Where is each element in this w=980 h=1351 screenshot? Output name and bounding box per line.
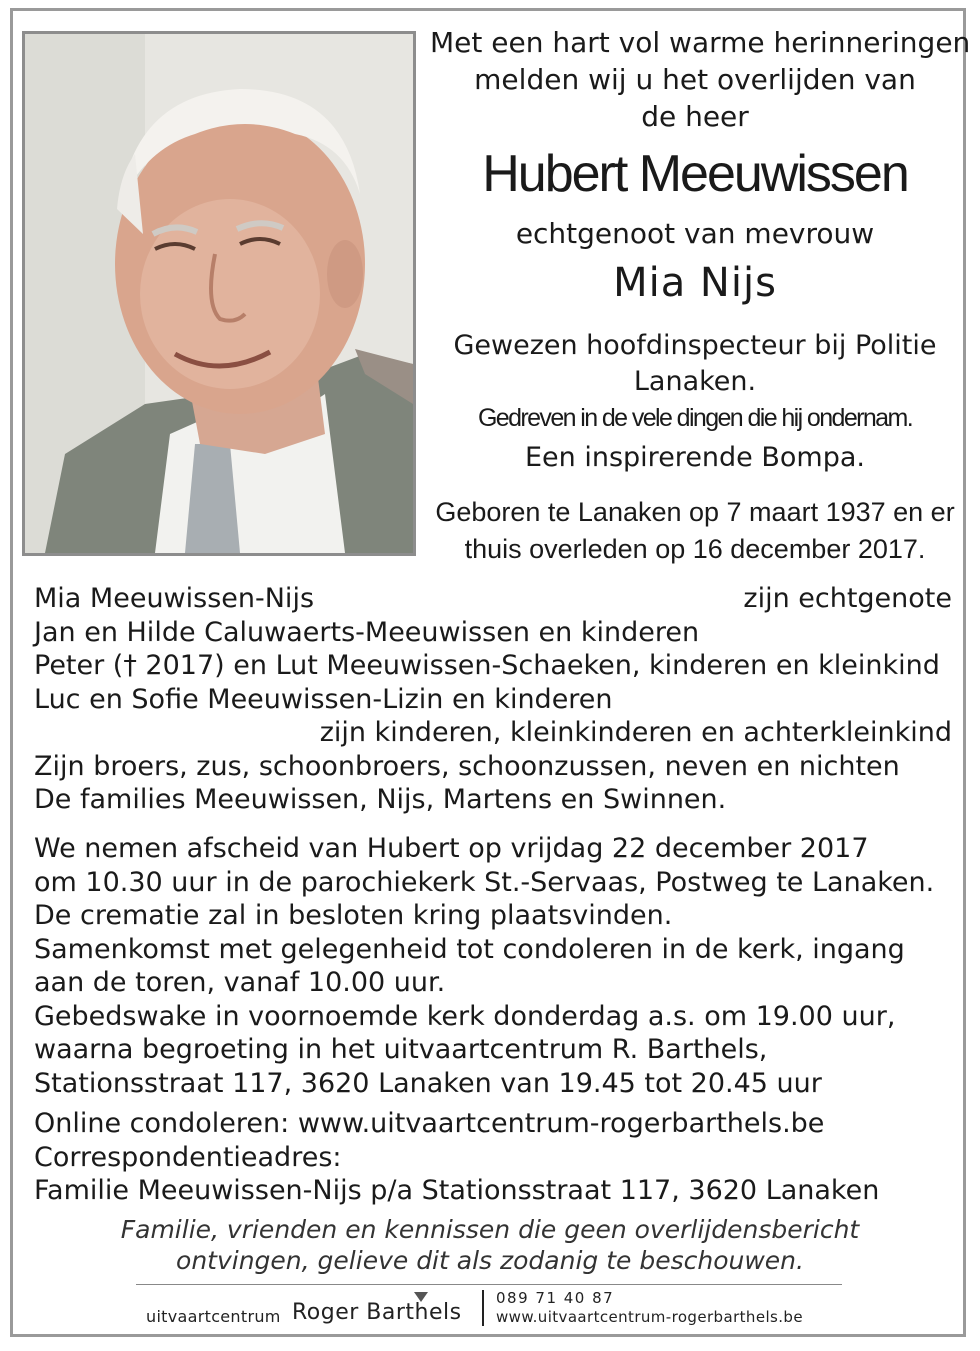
portrait-illustration: [25, 34, 413, 553]
family-row-spouse: [34, 582, 952, 616]
family-spouse-name: Mia Meeuwissen-Nijs: [34, 583, 315, 614]
footer-brand: Roger Barthels: [292, 1300, 462, 1325]
correspondence-address: Familie Meeuwissen-Nijs p/a Stationsstraat 117, 3620 Lanaken: [34, 1175, 880, 1206]
role-line-3: Een inspirerende Bompa.: [525, 442, 865, 473]
online-condolence: Online condoleren: www.uitvaartcentrum-rogerbarthels.be: [34, 1108, 825, 1139]
spouse-name: Mia Nijs: [613, 260, 777, 306]
footer-prefix: uitvaartcentrum: [146, 1307, 281, 1326]
ceremony-line: Stationsstraat 117, 3620 Lanaken van 19.45 tot 20.45 uur: [34, 1067, 822, 1099]
spouse-relation: echtgenoot van mevrouw: [515, 217, 875, 250]
family-row-children-relation: [34, 716, 952, 750]
role-line: Lanaken.: [633, 366, 757, 397]
ceremony-line: om 10.30 uur in de parochiekerk St.-Servaas, Postweg te Lanaken.: [34, 866, 935, 898]
family-row: De families Meeuwissen, Nijs, Martens en Swinnen.: [34, 784, 727, 815]
footer-phone: 089 71 40 87: [496, 1289, 615, 1307]
intro-line: de heer: [641, 100, 749, 133]
ceremony-line: aan de toren, vanaf 10.00 uur.: [34, 967, 446, 998]
dates-line: Geboren te Lanaken op 7 maart 1937 en er: [435, 497, 955, 527]
footer-website: www.uitvaartcentrum-rogerbarthels.be: [496, 1308, 803, 1326]
notice-line: ontvingen, gelieve dit als zodanig te beschouwen.: [176, 1246, 804, 1275]
birth-death-dates: [430, 494, 960, 568]
family-row: Luc en Sofie Meeuwissen-Lizin en kinderen: [34, 683, 613, 715]
notice-line: Familie, vrienden en kennissen die geen overlijdensbericht: [120, 1215, 860, 1244]
ceremony-line: Gebedswake in voornoemde kerk donderdag a.s. om 19.00 uur,: [34, 1000, 896, 1032]
intro-line: Met een hart vol warme herinneringen: [430, 26, 971, 59]
family-row: Jan en Hilde Caluwaerts-Meeuwissen en kinderen: [34, 616, 700, 648]
ceremony-line: waarna begroeting in het uitvaartcentrum R. Barthels,: [34, 1034, 768, 1065]
deceased-name: Hubert Meeuwissen: [482, 145, 908, 203]
intro-text: [430, 24, 971, 135]
footer: [136, 1286, 842, 1332]
footer-divider: [136, 1284, 842, 1285]
role-line-2: Gedreven in de vele dingen die hij ondernam.: [477, 404, 913, 432]
family-list: [34, 582, 952, 817]
ceremony-line: Samenkomst met gelegenheid tot condoleren in de kerk, ingang: [34, 933, 905, 965]
role-text: [430, 328, 960, 400]
ceremony-line: We nemen afscheid van Hubert op vrijdag 22 december 2017: [34, 833, 869, 864]
intro-line: melden wij u het overlijden van: [474, 63, 916, 96]
dates-line: thuis overleden op 16 december 2017.: [464, 534, 926, 564]
ceremony-info: [34, 832, 952, 1100]
role-line: Gewezen hoofdinspecteur bij Politie: [453, 330, 937, 361]
family-children-relation: zijn kinderen, kleinkinderen en achterkleinkind: [319, 717, 952, 748]
family-row: Zijn broers, zus, schoonbroers, schoonzussen, neven en nichten: [34, 750, 900, 782]
footer-separator: [482, 1290, 484, 1326]
contact-info: [34, 1107, 952, 1208]
portrait-photo: [22, 31, 416, 556]
ceremony-line: De crematie zal in besloten kring plaatsvinden.: [34, 900, 673, 931]
notice-text: [60, 1214, 920, 1276]
family-row: Peter († 2017) en Lut Meeuwissen-Schaeken, kinderen en kleinkind: [34, 650, 940, 681]
correspondence-label: Correspondentieadres:: [34, 1141, 342, 1173]
family-spouse-relation: zijn echtgenote: [743, 583, 952, 614]
